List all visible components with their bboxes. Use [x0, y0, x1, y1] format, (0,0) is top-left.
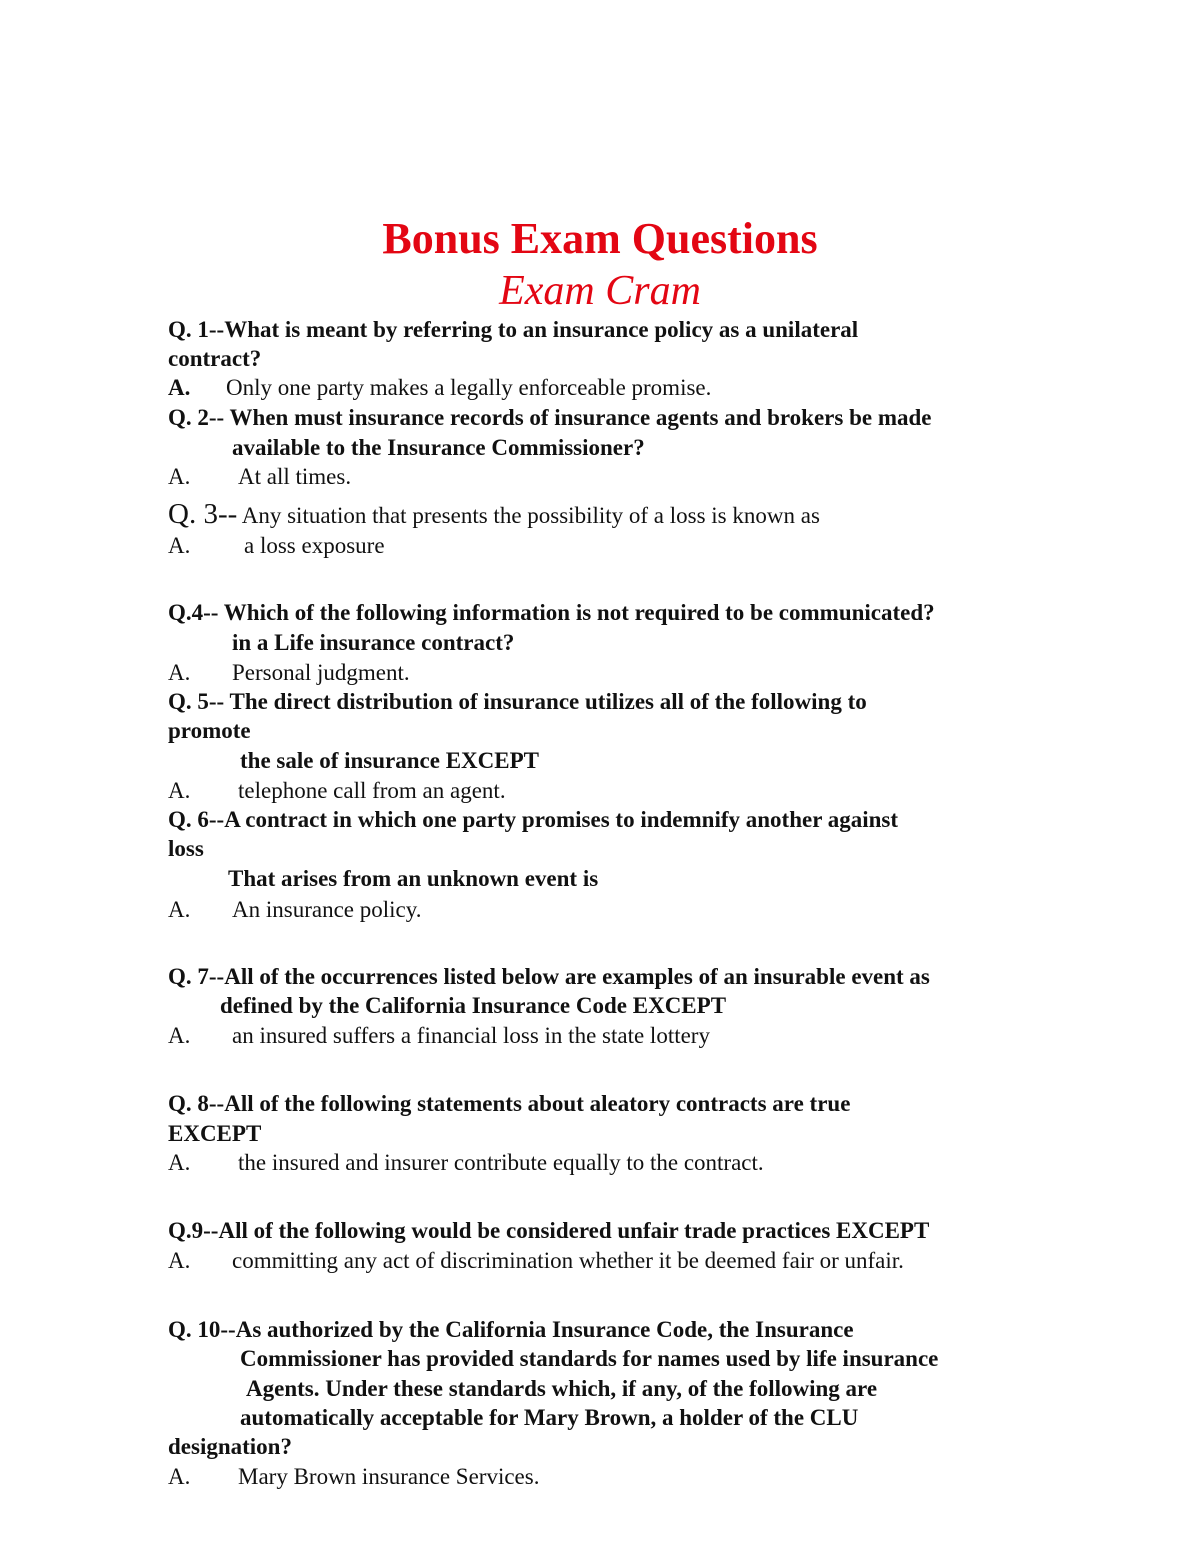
question-10-line-2: Commissioner has provided standards for names used by life insurance [240, 1346, 939, 1371]
answer-4-text: Personal judgment. [232, 660, 410, 685]
question-1-line-2: contract? [168, 346, 262, 371]
page-title: Bonus Exam Questions [382, 214, 818, 263]
answer-1-text: Only one party makes a legally enforceable promise. [226, 375, 712, 400]
question-5-line-1: Q. 5-- The direct distribution of insurance utilizes all of the following to [168, 689, 867, 714]
question-10-line-3: Agents. Under these standards which, if any, of the following are [246, 1376, 878, 1401]
answer-5-text: telephone call from an agent. [238, 778, 506, 803]
question-5-line-3: the sale of insurance EXCEPT [240, 748, 539, 773]
answer-2-text: At all times. [238, 464, 352, 489]
answer-3-label: A. [168, 533, 191, 558]
answer-10-label: A. [168, 1464, 191, 1489]
answer-6-text: An insurance policy. [232, 897, 422, 922]
question-10-line-1: Q. 10--As authorized by the California Insurance Code, the Insurance [168, 1317, 854, 1342]
answer-2-label: A. [168, 464, 191, 489]
answer-8-label: A. [168, 1150, 191, 1175]
page-subtitle: Exam Cram [499, 268, 701, 314]
answer-6-label: A. [168, 897, 191, 922]
answer-1-label: A. [168, 375, 191, 400]
answer-7-label: A. [168, 1023, 191, 1048]
answer-7-text: an insured suffers a financial loss in the state lottery [232, 1023, 710, 1048]
question-3 [168, 499, 820, 531]
question-4-line-2: in a Life insurance contract? [232, 630, 515, 655]
question-7-line-2: defined by the California Insurance Code EXCEPT [220, 993, 727, 1018]
question-8-line-2: EXCEPT [168, 1121, 262, 1146]
answer-3-text: a loss exposure [244, 533, 385, 558]
answer-9-text: committing any act of discrimination whether it be deemed fair or unfair. [232, 1248, 904, 1273]
answer-4-label: A. [168, 660, 191, 685]
question-10-line-4: automatically acceptable for Mary Brown, a holder of the CLU [240, 1405, 859, 1430]
question-6-line-1: Q. 6--A contract in which one party promises to indemnify another against [168, 807, 899, 832]
question-3-prefix: Q. 3-- [168, 498, 238, 530]
question-6-line-3: That arises from an unknown event is [228, 866, 599, 891]
question-7-line-1: Q. 7--All of the occurrences listed below are examples of an insurable event as [168, 964, 930, 989]
question-3-line-1: Any situation that presents the possibility of a loss is known as [241, 503, 820, 528]
question-5-line-2: promote [168, 718, 251, 743]
question-10-line-5: designation? [168, 1434, 292, 1459]
answer-5-label: A. [168, 778, 191, 803]
answer-8-text: the insured and insurer contribute equally to the contract. [238, 1150, 764, 1175]
answer-9-label: A. [168, 1248, 191, 1273]
question-8-line-1: Q. 8--All of the following statements about aleatory contracts are true [168, 1091, 851, 1116]
question-6-line-2: loss [168, 836, 204, 861]
question-2-line-1: Q. 2-- When must insurance records of insurance agents and brokers be made [168, 405, 932, 430]
answer-10-text: Mary Brown insurance Services. [238, 1464, 540, 1489]
question-4-line-1: Q.4-- Which of the following information is not required to be communicated? [168, 600, 935, 625]
question-2-line-2: available to the Insurance Commissioner? [232, 435, 645, 460]
question-1-line-1: Q. 1--What is meant by referring to an insurance policy as a unilateral [168, 317, 859, 342]
question-9-line-1: Q.9--All of the following would be considered unfair trade practices EXCEPT [168, 1218, 930, 1243]
